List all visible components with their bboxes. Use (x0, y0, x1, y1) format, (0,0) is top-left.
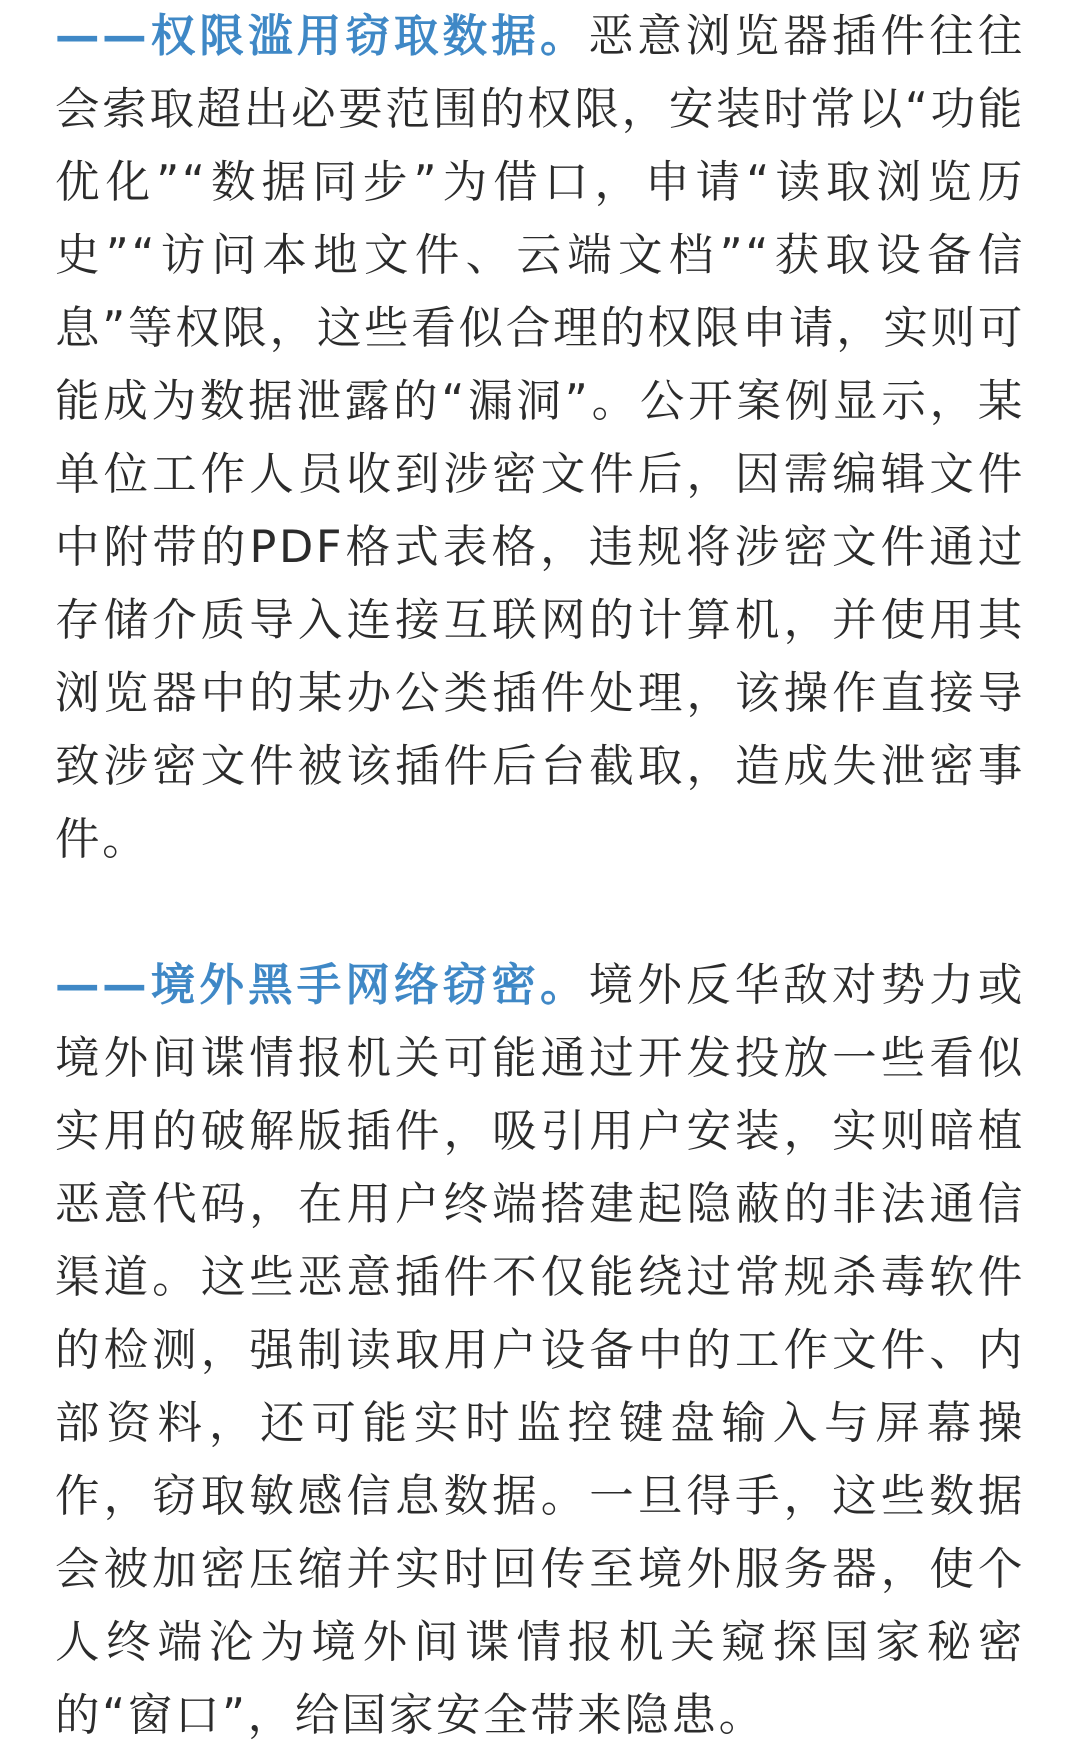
article-body (55, 0, 1025, 1752)
paragraph-permission-abuse (55, 0, 1025, 876)
paragraph-foreign-espionage (55, 949, 1025, 1752)
paragraph-text: 境外反华敌对势力或境外间谍情报机关可能通过开发投放一些看似实用的破解版插件，吸引用户安装，实则暗植恶意代码，在用户终端搭建起隐蔽的非法通信渠道。这些恶意插件不仅能绕过常规杀毒软件的检测，强制读取用户设备中的工作文件、内部资料，还可能实时监控键盘输入与屏幕操作，窃取敏感信息数据。一旦得手，这些数据会被加密压缩并实时回传至境外服务器，使个人终端沦为境外间谍情报机关窥探国家秘密的“窗口”，给国家安全带来隐患。 (55, 960, 1025, 1741)
paragraph-text: 恶意浏览器插件往往会索取超出必要范围的权限，安装时常以“功能优化”“数据同步”为借口，申请“读取浏览历史”“访问本地文件、云端文档”“获取设备信息”等权限，这些看似合理的权限申请，实则可能成为数据泄露的“漏洞”。公开案例显示，某单位工作人员收到涉密文件后，因需编辑文件中附带的PDF格式表格，违规将涉密文件通过存储介质导入连接互联网的计算机，并使用其浏览器中的某办公类插件处理，该操作直接导致涉密文件被该插件后台截取，造成失泄密事件。 (55, 11, 1025, 865)
paragraph-lead: ——权限滥用窃取数据。 (55, 11, 589, 62)
paragraph-lead: ——境外黑手网络窃密。 (55, 960, 589, 1011)
